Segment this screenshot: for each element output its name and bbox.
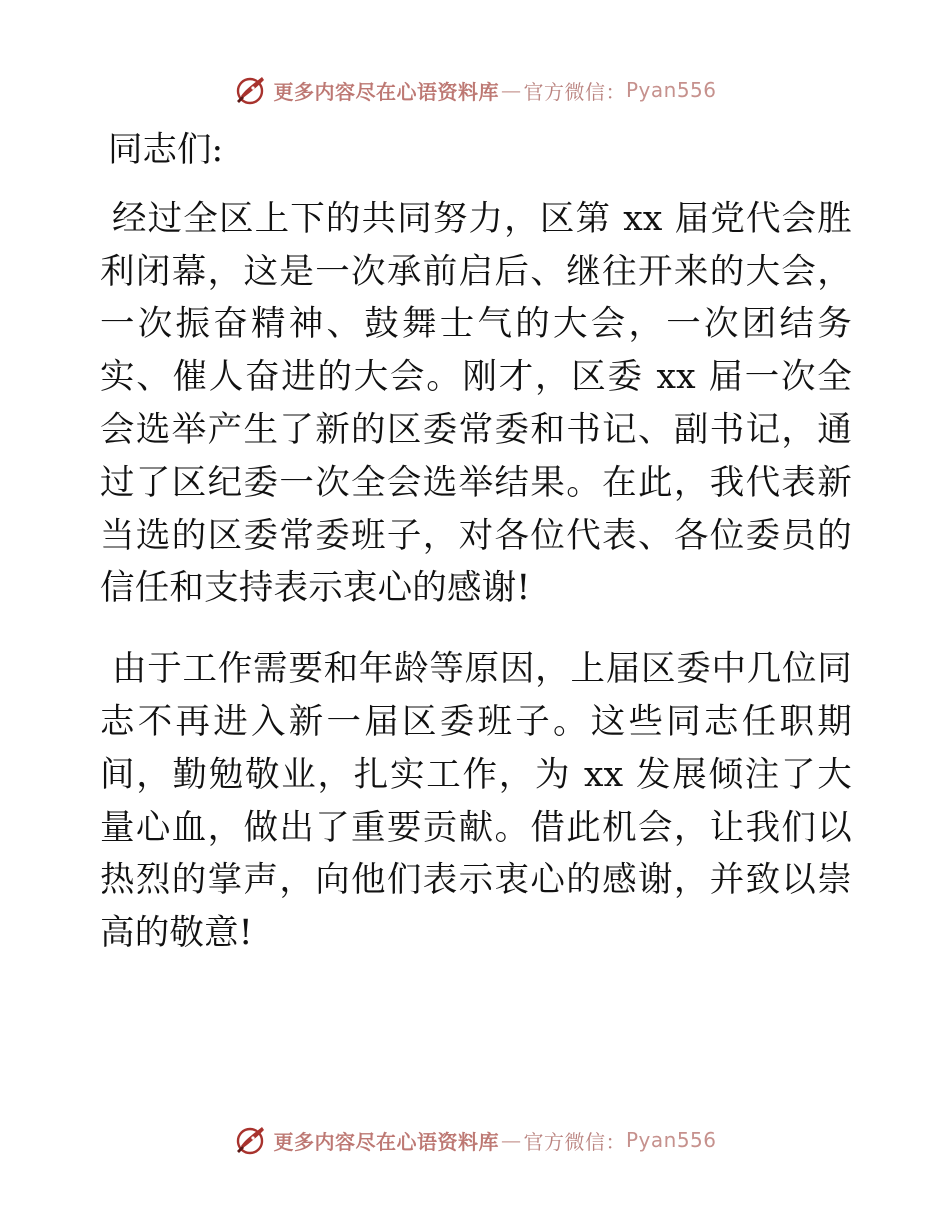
banner-brand-text: 更多内容尽在心语资料库 bbox=[273, 1129, 499, 1154]
header-banner bbox=[0, 72, 950, 108]
banner-brand-text: 更多内容尽在心语资料库 bbox=[273, 79, 499, 104]
pen-nib-logo-icon bbox=[233, 1123, 267, 1157]
banner-separator: — bbox=[500, 78, 522, 102]
banner-separator: — bbox=[500, 1128, 522, 1152]
banner-account-id: Pyan556 bbox=[625, 1128, 717, 1152]
footer-banner bbox=[0, 1122, 950, 1158]
greeting-line: 同志们: bbox=[108, 130, 224, 170]
banner-wechat-label: 官方微信： bbox=[523, 1129, 626, 1154]
pen-nib-logo-icon bbox=[233, 73, 267, 107]
paragraph-1: 经过全区上下的共同努力，区第 xx 届党代会胜利闭幕，这是一次承前启后、继往开来的大会，一次振奋精神、鼓舞士气的大会，一次团结务实、催人奋进的大会。刚才，区委 xx 届一次全会选举产生了新的区委常委和书记、副书记，通过了区纪委一次全会选举结果。在此，我代表新当选的区委常委班子，对各位代表、各位委员的信任和支持表示衷心的感谢! bbox=[100, 198, 852, 609]
banner-wechat-label: 官方微信： bbox=[523, 79, 626, 104]
paragraph-2: 由于工作需要和年龄等原因，上届区委中几位同志不再进入新一届区委班子。这些同志任职期间，勤勉敬业，扎实工作，为 xx 发展倾注了大量心血，做出了重要贡献。借此机会，让我们以热烈的掌声，向他们表示衷心的感谢，并致以崇高的敬意! bbox=[100, 649, 852, 954]
document-body bbox=[100, 124, 852, 988]
banner-account-id: Pyan556 bbox=[625, 78, 717, 102]
